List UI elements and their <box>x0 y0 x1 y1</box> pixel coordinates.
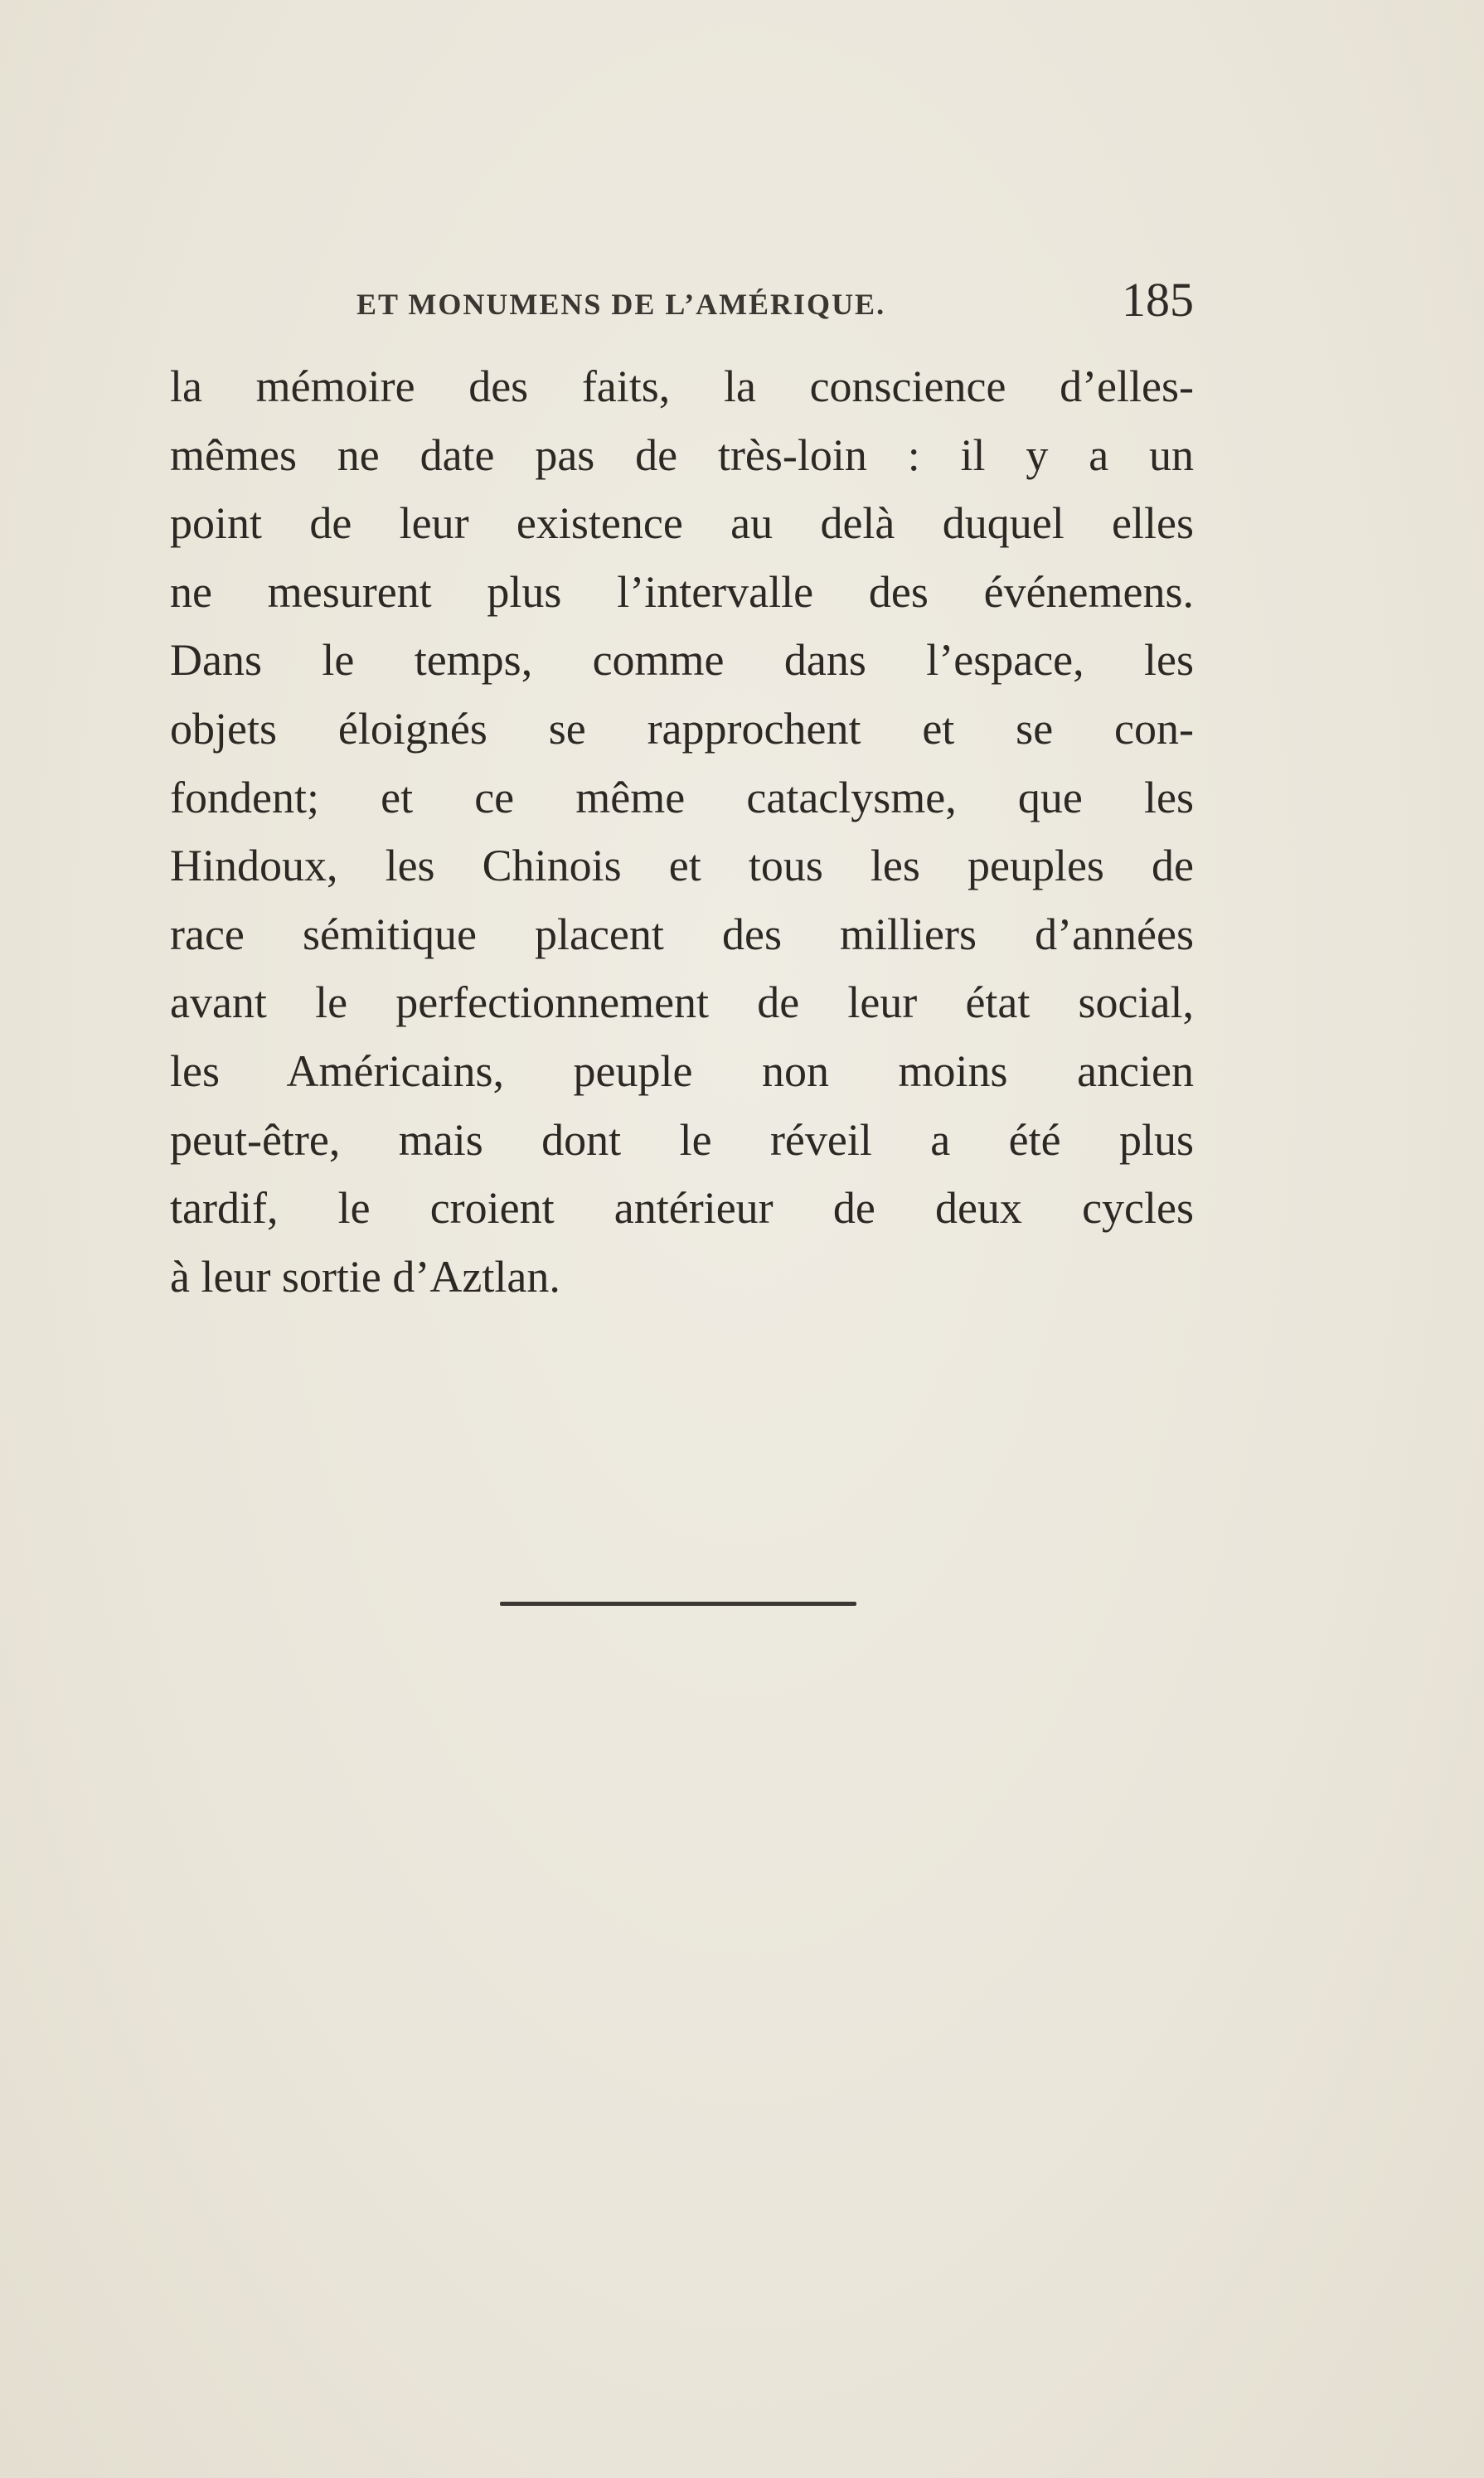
end-rule <box>500 1602 856 1606</box>
text-line-last: à leur sortie d’Aztlan. <box>170 1251 560 1302</box>
text-line: tardif, le croient antérieur de deux cycles <box>170 1183 1194 1234</box>
text-line: avant le perfectionnement de leur état social, <box>170 977 1194 1028</box>
text-line: point de leur existence au delà duquel elles <box>170 498 1194 549</box>
running-head <box>170 272 1194 335</box>
text-line: fondent; et ce même cataclysme, que les <box>170 772 1194 822</box>
text-line: objets éloignés se rapprochent et se con- <box>170 703 1194 754</box>
text-line: les Américains, peuple non moins ancien <box>170 1045 1194 1096</box>
page-number: 185 <box>1122 273 1194 327</box>
text-line: race sémitique placent des milliers d’années <box>170 909 1194 959</box>
text-line: ne mesurent plus l’intervalle des événemens. <box>170 566 1194 617</box>
running-title: ET MONUMENS DE L’AMÉRIQUE. <box>356 288 886 321</box>
text-line: Dans le temps, comme dans l’espace, les <box>170 635 1194 686</box>
body-text <box>170 352 1194 1311</box>
text-line: peut-être, mais dont le réveil a été plus <box>170 1114 1194 1165</box>
text-line: Hindoux, les Chinois et tous les peuples de <box>170 841 1194 891</box>
text-line: mêmes ne date pas de très-loin : il y a un <box>170 429 1194 480</box>
text-line: la mémoire des faits, la conscience d’elles- <box>170 361 1194 411</box>
